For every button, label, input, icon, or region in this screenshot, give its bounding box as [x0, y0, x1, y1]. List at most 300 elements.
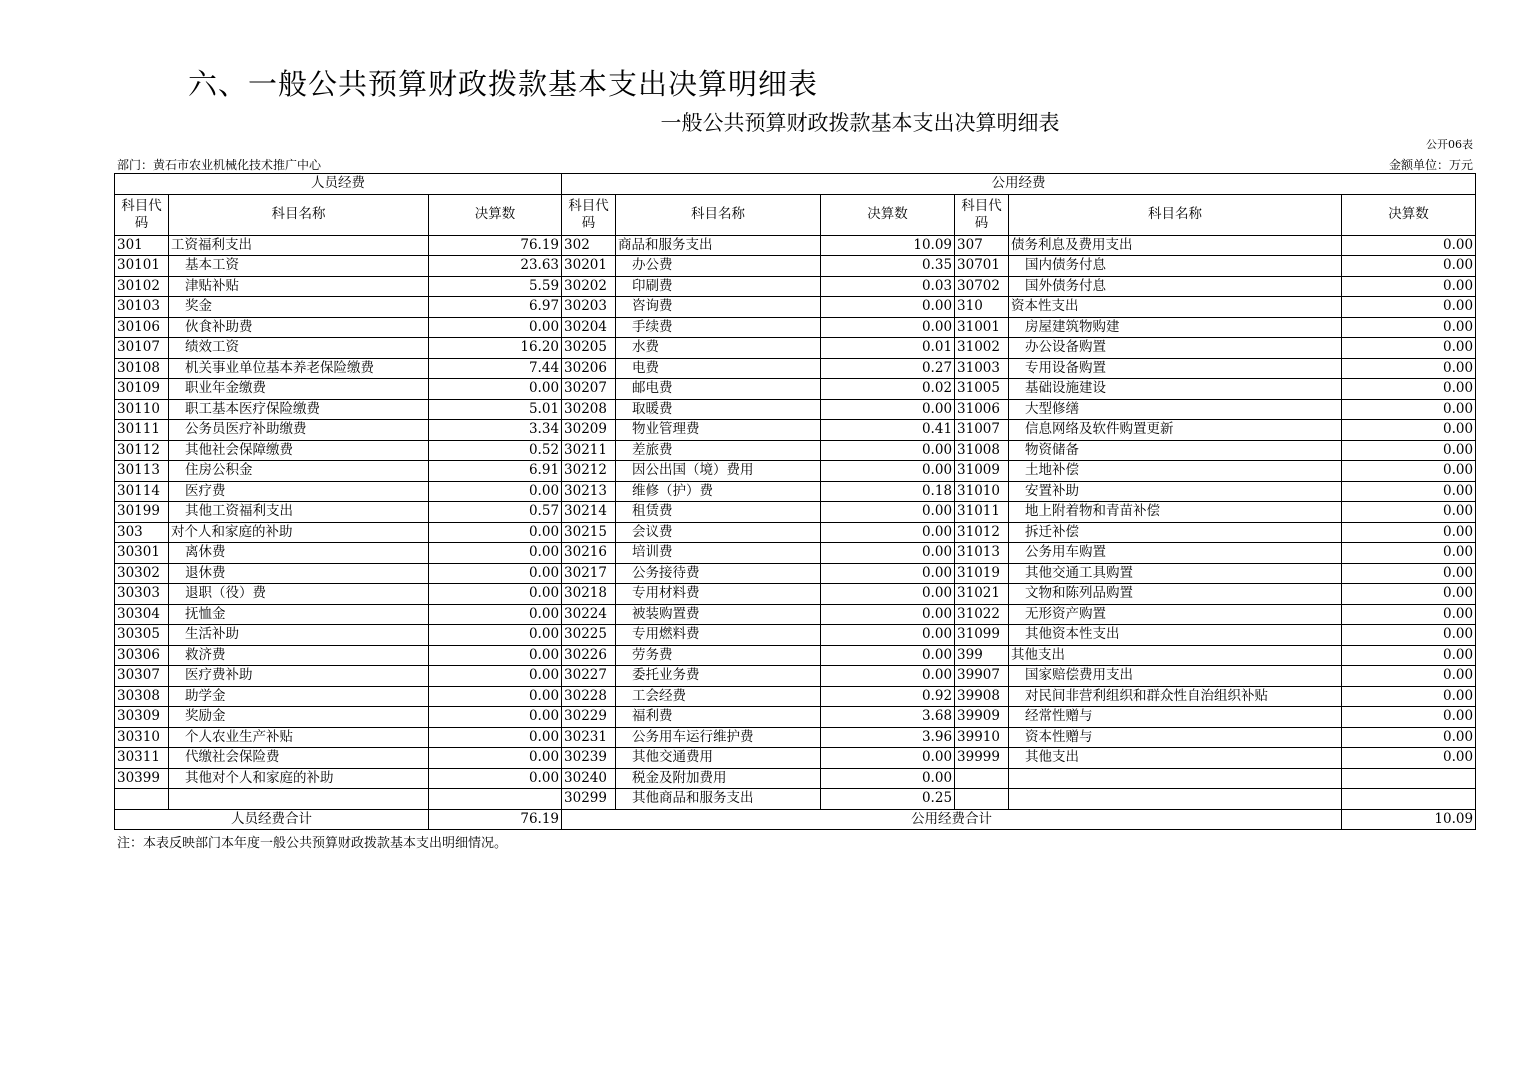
- subject-code: 30302: [115, 563, 169, 584]
- subject-name: 物业管理费: [616, 420, 821, 441]
- subject-name: 福利费: [616, 707, 821, 728]
- personnel-header: 人员经费: [115, 174, 562, 195]
- amount-value: 0.57: [429, 502, 562, 523]
- subject-code: 30102: [115, 276, 169, 297]
- subject-code: 30112: [115, 440, 169, 461]
- table-title: 一般公共预算财政拨款基本支出决算明细表: [660, 111, 1060, 135]
- subject-code: 30211: [562, 440, 616, 461]
- table-row: [115, 584, 1476, 605]
- subject-code: [955, 789, 1009, 810]
- table-row: [115, 461, 1476, 482]
- table-row: [115, 481, 1476, 502]
- subject-name: 委托业务费: [616, 666, 821, 687]
- subject-code: [955, 768, 1009, 789]
- name-header: 科目名称: [169, 194, 429, 235]
- subject-name: 医疗费: [169, 481, 429, 502]
- subject-name: 专用燃料费: [616, 625, 821, 646]
- amount-value: 0.00: [1342, 276, 1476, 297]
- subject-code: 399: [955, 645, 1009, 666]
- amount-value: 0.00: [1342, 399, 1476, 420]
- subject-name: 公务接待费: [616, 563, 821, 584]
- subject-name: 其他工资福利支出: [169, 502, 429, 523]
- public-total-value: 10.09: [1342, 809, 1476, 830]
- subject-code: 31009: [955, 461, 1009, 482]
- table-row: [115, 440, 1476, 461]
- subject-name: [169, 789, 429, 810]
- amount-value: 3.96: [821, 727, 955, 748]
- subject-code: 30308: [115, 686, 169, 707]
- subject-code: 31011: [955, 502, 1009, 523]
- amount-value: 0.00: [1342, 604, 1476, 625]
- subject-name: 专用设备购置: [1009, 358, 1342, 379]
- amount-value: 0.00: [1342, 666, 1476, 687]
- subject-code: 301: [115, 235, 169, 256]
- subject-code: 30303: [115, 584, 169, 605]
- subject-code: 30107: [115, 338, 169, 359]
- subject-name: 机关事业单位基本养老保险缴费: [169, 358, 429, 379]
- subject-code: 30218: [562, 584, 616, 605]
- subject-code: 31006: [955, 399, 1009, 420]
- subject-code: 30208: [562, 399, 616, 420]
- subject-code: 30229: [562, 707, 616, 728]
- amount-value: 0.00: [429, 317, 562, 338]
- table-row: [115, 338, 1476, 359]
- amount-value: 0.00: [1342, 440, 1476, 461]
- subject-name: 退职（役）费: [169, 584, 429, 605]
- table-row: [115, 686, 1476, 707]
- subject-name: 其他交通工具购置: [1009, 563, 1342, 584]
- amount-value: 0.00: [1342, 625, 1476, 646]
- code-header: 科目代码: [955, 194, 1009, 235]
- amount-value: 0.00: [1342, 481, 1476, 502]
- table-row: [115, 276, 1476, 297]
- subject-code: 30311: [115, 748, 169, 769]
- subject-name: 工会经费: [616, 686, 821, 707]
- subject-name: [1009, 789, 1342, 810]
- subject-name: 伙食补助费: [169, 317, 429, 338]
- amount-value: 3.34: [429, 420, 562, 441]
- subject-code: 30307: [115, 666, 169, 687]
- amount-value: 0.00: [1342, 420, 1476, 441]
- amount-value: 0.00: [1342, 317, 1476, 338]
- subject-name: 咨询费: [616, 297, 821, 318]
- amount-value: 0.00: [821, 522, 955, 543]
- amount-value: 0.00: [429, 584, 562, 605]
- amount-header: 决算数: [821, 194, 955, 235]
- unit-label: 金额单位：万元: [1388, 158, 1473, 172]
- subject-code: [115, 789, 169, 810]
- subject-code: 30299: [562, 789, 616, 810]
- amount-value: 0.00: [429, 604, 562, 625]
- table-row: [115, 748, 1476, 769]
- amount-value: 76.19: [429, 235, 562, 256]
- subject-name: 生活补助: [169, 625, 429, 646]
- amount-value: 0.00: [429, 563, 562, 584]
- subject-name: 助学金: [169, 686, 429, 707]
- subject-code: 31002: [955, 338, 1009, 359]
- subject-code: 30199: [115, 502, 169, 523]
- amount-value: 0.00: [1342, 358, 1476, 379]
- table-row: [115, 789, 1476, 810]
- subject-code: 30209: [562, 420, 616, 441]
- subject-code: 31019: [955, 563, 1009, 584]
- subject-name: 债务利息及费用支出: [1009, 235, 1342, 256]
- amount-value: 0.00: [1342, 707, 1476, 728]
- subject-code: 30306: [115, 645, 169, 666]
- amount-value: 0.00: [429, 522, 562, 543]
- amount-value: 0.00: [429, 748, 562, 769]
- amount-value: 0.00: [821, 584, 955, 605]
- subject-code: 31099: [955, 625, 1009, 646]
- subject-name: 因公出国（境）费用: [616, 461, 821, 482]
- subject-name: 专用材料费: [616, 584, 821, 605]
- subject-code: 30203: [562, 297, 616, 318]
- subject-name: 公务用车购置: [1009, 543, 1342, 564]
- subject-name: 基础设施建设: [1009, 379, 1342, 400]
- table-row: [115, 420, 1476, 441]
- subject-name: 公务员医疗补助缴费: [169, 420, 429, 441]
- subject-name: 会议费: [616, 522, 821, 543]
- subject-code: 30215: [562, 522, 616, 543]
- subject-name: 职业年金缴费: [169, 379, 429, 400]
- amount-value: 0.00: [821, 563, 955, 584]
- amount-value: 0.00: [821, 440, 955, 461]
- subject-name: 其他支出: [1009, 748, 1342, 769]
- subject-name: 抚恤金: [169, 604, 429, 625]
- subject-code: 31008: [955, 440, 1009, 461]
- subject-name: 文物和陈列品购置: [1009, 584, 1342, 605]
- subject-name: 培训费: [616, 543, 821, 564]
- amount-value: 0.27: [821, 358, 955, 379]
- amount-value: 0.00: [821, 502, 955, 523]
- amount-value: 0.00: [1342, 461, 1476, 482]
- subject-code: 30110: [115, 399, 169, 420]
- amount-value: 0.00: [1342, 502, 1476, 523]
- amount-value: 16.20: [429, 338, 562, 359]
- name-header: 科目名称: [1009, 194, 1342, 235]
- subject-code: 30399: [115, 768, 169, 789]
- table-row: [115, 543, 1476, 564]
- amount-value: 0.03: [821, 276, 955, 297]
- subject-code: 30225: [562, 625, 616, 646]
- table-row: [115, 256, 1476, 277]
- public-header: 公用经费: [562, 174, 1476, 195]
- amount-value: 0.00: [429, 768, 562, 789]
- subject-name: 印刷费: [616, 276, 821, 297]
- subject-name: 职工基本医疗保险缴费: [169, 399, 429, 420]
- amount-value: 0.00: [1342, 645, 1476, 666]
- subject-name: 离休费: [169, 543, 429, 564]
- amount-value: 0.00: [1342, 563, 1476, 584]
- subject-code: 302: [562, 235, 616, 256]
- subject-name: 国外债务付息: [1009, 276, 1342, 297]
- amount-value: 0.00: [821, 399, 955, 420]
- subject-name: 其他资本性支出: [1009, 625, 1342, 646]
- subject-name: 津贴补贴: [169, 276, 429, 297]
- table-row: [115, 666, 1476, 687]
- amount-value: 6.97: [429, 297, 562, 318]
- amount-value: 0.00: [429, 625, 562, 646]
- amount-value: 0.00: [821, 748, 955, 769]
- subject-code: 39999: [955, 748, 1009, 769]
- subject-code: 31001: [955, 317, 1009, 338]
- subject-code: 39910: [955, 727, 1009, 748]
- subject-name: 房屋建筑物购建: [1009, 317, 1342, 338]
- amount-value: 0.00: [821, 604, 955, 625]
- subject-name: 地上附着物和青苗补偿: [1009, 502, 1342, 523]
- amount-value: 0.00: [1342, 727, 1476, 748]
- amount-value: 0.00: [429, 727, 562, 748]
- subject-name: 国内债务付息: [1009, 256, 1342, 277]
- subject-code: 39907: [955, 666, 1009, 687]
- subject-code: 30239: [562, 748, 616, 769]
- subject-code: 31012: [955, 522, 1009, 543]
- subject-name: 其他支出: [1009, 645, 1342, 666]
- subject-name: 办公设备购置: [1009, 338, 1342, 359]
- subject-code: 30207: [562, 379, 616, 400]
- subject-code: 30101: [115, 256, 169, 277]
- subject-code: 30214: [562, 502, 616, 523]
- amount-value: 0.00: [429, 379, 562, 400]
- amount-value: 0.00: [1342, 686, 1476, 707]
- subject-code: 307: [955, 235, 1009, 256]
- table-note: 注：本表反映部门本年度一般公共预算财政拨款基本支出明细情况。: [117, 836, 508, 851]
- amount-value: 3.68: [821, 707, 955, 728]
- amount-value: 0.00: [821, 461, 955, 482]
- amount-value: [1342, 768, 1476, 789]
- subject-code: 310: [955, 297, 1009, 318]
- amount-value: 0.00: [429, 543, 562, 564]
- amount-value: [429, 789, 562, 810]
- table-row: [115, 707, 1476, 728]
- subject-name: 资本性支出: [1009, 297, 1342, 318]
- subject-name: 无形资产购置: [1009, 604, 1342, 625]
- subject-name: 其他社会保障缴费: [169, 440, 429, 461]
- subject-name: 劳务费: [616, 645, 821, 666]
- subject-code: 30217: [562, 563, 616, 584]
- subject-name: 商品和服务支出: [616, 235, 821, 256]
- amount-value: 0.00: [821, 317, 955, 338]
- subject-code: 30114: [115, 481, 169, 502]
- amount-value: 0.00: [821, 297, 955, 318]
- amount-value: 0.00: [1342, 297, 1476, 318]
- subject-name: 经常性赠与: [1009, 707, 1342, 728]
- amount-value: 0.00: [429, 481, 562, 502]
- subject-name: 手续费: [616, 317, 821, 338]
- subject-name: 水费: [616, 338, 821, 359]
- expenditure-table: [114, 173, 1476, 830]
- subject-code: 30224: [562, 604, 616, 625]
- table-row: [115, 563, 1476, 584]
- subject-code: 31003: [955, 358, 1009, 379]
- amount-value: 0.00: [1342, 522, 1476, 543]
- subject-name: 电费: [616, 358, 821, 379]
- subject-code: 31010: [955, 481, 1009, 502]
- subject-code: 30111: [115, 420, 169, 441]
- subject-code: 30106: [115, 317, 169, 338]
- subject-name: 被装购置费: [616, 604, 821, 625]
- name-header: 科目名称: [616, 194, 821, 235]
- subject-name: 大型修缮: [1009, 399, 1342, 420]
- table-row: [115, 235, 1476, 256]
- amount-value: 0.00: [1342, 543, 1476, 564]
- subject-code: 30204: [562, 317, 616, 338]
- amount-value: 0.00: [429, 666, 562, 687]
- subject-name: 代缴社会保险费: [169, 748, 429, 769]
- amount-value: 0.00: [821, 625, 955, 646]
- subject-code: 30240: [562, 768, 616, 789]
- amount-value: 6.91: [429, 461, 562, 482]
- subject-code: 30108: [115, 358, 169, 379]
- table-row: [115, 502, 1476, 523]
- subject-code: 30212: [562, 461, 616, 482]
- subject-code: 31005: [955, 379, 1009, 400]
- amount-value: 0.01: [821, 338, 955, 359]
- subject-code: 30228: [562, 686, 616, 707]
- subject-name: 医疗费补助: [169, 666, 429, 687]
- amount-value: 0.00: [1342, 256, 1476, 277]
- table-row: [115, 317, 1476, 338]
- subject-name: 物资储备: [1009, 440, 1342, 461]
- amount-value: 0.25: [821, 789, 955, 810]
- subject-name: 办公费: [616, 256, 821, 277]
- section-title: 六、一般公共预算财政拨款基本支出决算明细表: [188, 67, 819, 101]
- table-row: [115, 358, 1476, 379]
- subject-name: 退休费: [169, 563, 429, 584]
- subject-name: 资本性赠与: [1009, 727, 1342, 748]
- amount-value: 0.00: [821, 666, 955, 687]
- subject-code: 31007: [955, 420, 1009, 441]
- subject-name: 信息网络及软件购置更新: [1009, 420, 1342, 441]
- subject-code: 30309: [115, 707, 169, 728]
- subject-code: 303: [115, 522, 169, 543]
- subject-name: 安置补助: [1009, 481, 1342, 502]
- subject-code: 31021: [955, 584, 1009, 605]
- subject-name: 奖金: [169, 297, 429, 318]
- subject-code: 30304: [115, 604, 169, 625]
- personnel-total-label: 人员经费合计: [115, 809, 429, 830]
- subject-name: 奖励金: [169, 707, 429, 728]
- amount-value: 0.41: [821, 420, 955, 441]
- amount-value: 0.00: [1342, 338, 1476, 359]
- amount-value: 0.00: [429, 707, 562, 728]
- subject-name: 住房公积金: [169, 461, 429, 482]
- subject-code: 30701: [955, 256, 1009, 277]
- amount-value: 0.52: [429, 440, 562, 461]
- personnel-total-value: 76.19: [429, 809, 562, 830]
- amount-value: 23.63: [429, 256, 562, 277]
- amount-header: 决算数: [429, 194, 562, 235]
- department-label: 部门：黄石市农业机械化技术推广中心: [117, 158, 322, 172]
- subject-name: 差旅费: [616, 440, 821, 461]
- subject-code: 39909: [955, 707, 1009, 728]
- amount-value: 5.01: [429, 399, 562, 420]
- subject-code: 30103: [115, 297, 169, 318]
- subject-code: 30226: [562, 645, 616, 666]
- amount-value: 0.02: [821, 379, 955, 400]
- subject-code: 30231: [562, 727, 616, 748]
- subject-name: 其他交通费用: [616, 748, 821, 769]
- subject-code: 31013: [955, 543, 1009, 564]
- subject-code: 30113: [115, 461, 169, 482]
- amount-value: 0.00: [429, 686, 562, 707]
- table-row: [115, 645, 1476, 666]
- subject-name: 救济费: [169, 645, 429, 666]
- subject-name: 对个人和家庭的补助: [169, 522, 429, 543]
- subject-name: 租赁费: [616, 502, 821, 523]
- table-row: [115, 297, 1476, 318]
- subject-name: 个人农业生产补贴: [169, 727, 429, 748]
- table-row: [115, 604, 1476, 625]
- table-row: [115, 379, 1476, 400]
- subject-name: 工资福利支出: [169, 235, 429, 256]
- subject-name: 土地补偿: [1009, 461, 1342, 482]
- amount-value: 0.18: [821, 481, 955, 502]
- subject-name: 维修（护）费: [616, 481, 821, 502]
- subject-name: 公务用车运行维护费: [616, 727, 821, 748]
- subject-name: [1009, 768, 1342, 789]
- subject-name: 拆迁补偿: [1009, 522, 1342, 543]
- subject-name: 对民间非营利组织和群众性自治组织补贴: [1009, 686, 1342, 707]
- amount-value: 0.00: [821, 543, 955, 564]
- subject-name: 其他商品和服务支出: [616, 789, 821, 810]
- subject-name: 国家赔偿费用支出: [1009, 666, 1342, 687]
- amount-value: 0.00: [1342, 584, 1476, 605]
- subject-code: 30216: [562, 543, 616, 564]
- amount-value: 0.00: [1342, 748, 1476, 769]
- form-number: 公开06表: [1426, 138, 1473, 151]
- table-row: [115, 768, 1476, 789]
- amount-value: 0.00: [821, 645, 955, 666]
- subject-name: 绩效工资: [169, 338, 429, 359]
- table-row: [115, 727, 1476, 748]
- subject-name: 税金及附加费用: [616, 768, 821, 789]
- subject-code: 30305: [115, 625, 169, 646]
- subject-code: 30205: [562, 338, 616, 359]
- amount-value: 0.00: [1342, 379, 1476, 400]
- subject-code: 30206: [562, 358, 616, 379]
- table-row: [115, 399, 1476, 420]
- table-row: [115, 625, 1476, 646]
- subject-name: 取暖费: [616, 399, 821, 420]
- subject-name: 其他对个人和家庭的补助: [169, 768, 429, 789]
- subject-code: 30202: [562, 276, 616, 297]
- subject-code: 30702: [955, 276, 1009, 297]
- amount-value: 0.00: [429, 645, 562, 666]
- code-header: 科目代码: [562, 194, 616, 235]
- amount-value: 0.00: [1342, 235, 1476, 256]
- amount-value: 0.35: [821, 256, 955, 277]
- amount-value: 0.00: [821, 768, 955, 789]
- code-header: 科目代码: [115, 194, 169, 235]
- subject-code: 31022: [955, 604, 1009, 625]
- public-total-label: 公用经费合计: [562, 809, 1342, 830]
- amount-value: 7.44: [429, 358, 562, 379]
- amount-value: [1342, 789, 1476, 810]
- subject-code: 30201: [562, 256, 616, 277]
- table-row: [115, 522, 1476, 543]
- subject-code: 30310: [115, 727, 169, 748]
- amount-header: 决算数: [1342, 194, 1476, 235]
- amount-value: 10.09: [821, 235, 955, 256]
- subject-code: 30301: [115, 543, 169, 564]
- subject-code: 39908: [955, 686, 1009, 707]
- subject-code: 30227: [562, 666, 616, 687]
- amount-value: 5.59: [429, 276, 562, 297]
- subject-code: 30109: [115, 379, 169, 400]
- amount-value: 0.92: [821, 686, 955, 707]
- subject-name: 基本工资: [169, 256, 429, 277]
